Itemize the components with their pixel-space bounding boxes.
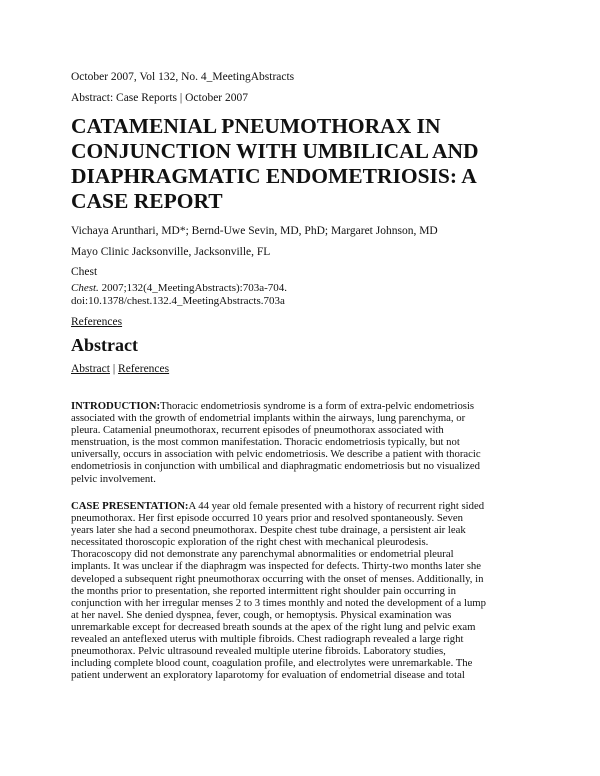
paragraph-line: endometriosis in conjunction with umbilical and diaphragmatic endometriosis but no visualized — [71, 460, 481, 473]
paragraph-line: necessitated thoroscopic exploration of the right chest with mechanical pleurodesis. — [71, 536, 429, 549]
journal-name: Chest — [71, 266, 98, 278]
article-title — [71, 114, 551, 214]
abstract-nav — [71, 362, 169, 376]
journal-issue-line: October 2007, Vol 132, No. 4_MeetingAbstracts — [71, 71, 295, 83]
paragraph-line: Thoracoscopy did not demonstrate any parenchymal abnormalities or endometrial pleural — [71, 548, 454, 561]
paragraph-line: patient underwent an exploratory laparotomy for evaluation of endometrial disease and total — [71, 669, 465, 682]
abstract-nav-references-link[interactable]: References — [118, 363, 170, 375]
section-line: Abstract: Case Reports | October 2007 — [71, 92, 248, 104]
paragraph-line: developed a subsequent right pneumothorax occurring with the onset of menses. Additionally, in — [71, 572, 484, 585]
references-link[interactable]: References — [71, 316, 123, 328]
introduction-paragraph — [71, 400, 541, 485]
citation — [71, 281, 287, 295]
paragraph-line: unremarkable except for decreased breath sounds at the apex of the right lung and pelvic exam — [71, 620, 476, 633]
title-line: CATAMENIAL PNEUMOTHORAX IN — [71, 114, 441, 138]
paragraph-line: conjunction with her irregular menses 2 to 3 times monthly and noted the development of a lump — [71, 596, 486, 609]
affiliation: Mayo Clinic Jacksonville, Jacksonville, FL — [71, 246, 271, 258]
paragraph-line: universally, occurs in association with pelvic endometriosis. We describe a patient with thoracic — [71, 448, 481, 461]
citation-details: 2007;132(4_MeetingAbstracts):703a-704. — [98, 282, 287, 294]
paragraph-line: INTRODUCTION:Thoracic endometriosis syndrome is a form of extra-pelvic endometriosis — [71, 400, 475, 412]
paragraph-line: pneumothorax. Her first episode occurred 10 years prior and resolved spontaneously. Seven — [71, 512, 463, 525]
paragraph-label: CASE PRESENTATION: — [71, 500, 189, 512]
abstract-heading: Abstract — [71, 335, 138, 355]
paragraph-line: at her navel. She denied dyspnea, fever, cough, or hemoptysis. Physical examination was — [71, 608, 452, 621]
paragraph-line: the months prior to presentation, she reported intermittent right shoulder pain occurring in — [71, 584, 456, 597]
title-line: DIAPHRAGMATIC ENDOMETRIOSIS: A — [71, 164, 477, 188]
paragraph-line: pneumothorax. Pelvic ultrasound revealed multiple uterine fibroids. Laboratory studies, — [71, 645, 446, 658]
abstract-nav-separator: | — [109, 363, 119, 375]
paragraph-line: including complete blood count, coagulation profile, and electrolytes were unremarkable. The — [71, 657, 473, 670]
abstract-nav-abstract-link[interactable]: Abstract — [71, 363, 110, 375]
case-presentation-paragraph — [71, 500, 541, 681]
paragraph-line: years later she had a second pneumothorax. Despite chest tube drainage, a persistent air leak — [71, 524, 466, 537]
paragraph-line: CASE PRESENTATION:A 44 year old female presented with a history of recurrent right sided — [71, 500, 485, 512]
paragraph-line: associated with the growth of endometrial implants within the airways, lung parenchyma, or — [71, 412, 466, 425]
title-line: CASE REPORT — [71, 189, 223, 213]
paragraph-line: pelvic involvement. — [71, 472, 156, 485]
paragraph-line: menstruation, is the most common manifestation. Thoracic endometriosis typically, but not — [71, 436, 460, 449]
title-line: CONJUNCTION WITH UMBILICAL AND — [71, 139, 479, 163]
citation-journal: Chest. — [71, 282, 99, 294]
paragraph-label: INTRODUCTION: — [71, 400, 161, 412]
authors: Vichaya Arunthari, MD*; Bernd-Uwe Sevin, MD, PhD; Margaret Johnson, MD — [71, 225, 438, 237]
paragraph-line: pleura. Catamenial pneumothorax, recurrent episodes of pneumothorax associated with — [71, 424, 444, 437]
paragraph-line: implants. It was unclear if the diaphragm was inspected for defects. Thirty-two months later she — [71, 560, 481, 573]
citation-doi: doi:10.1378/chest.132.4_MeetingAbstracts.703a — [71, 295, 285, 307]
paragraph-line: revealed an anteflexed uterus with multiple fibroids. Chest radiograph revealed a large right — [71, 633, 464, 646]
